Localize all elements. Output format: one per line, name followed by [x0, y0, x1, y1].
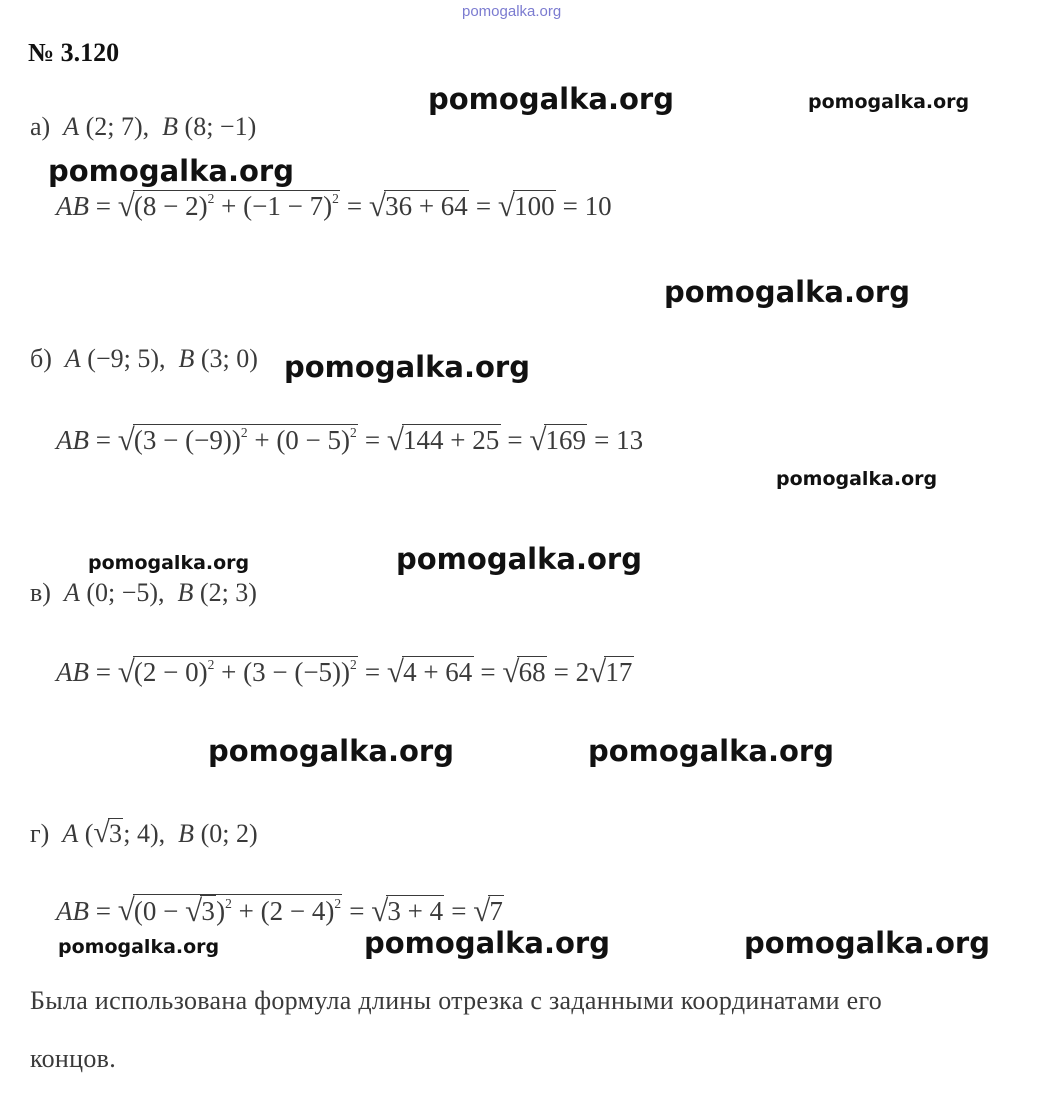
part-g-points: г) A (√ 3; 4), B (0; 2)	[30, 818, 258, 849]
watermark: pomogalka.org	[428, 82, 674, 116]
watermark: pomogalka.org	[48, 154, 294, 188]
part-a-points: а) A (2; 7), B (8; −1)	[30, 112, 257, 141]
watermark: pomogalka.org	[744, 926, 990, 960]
formula-a: AB = √ $(8 - 2)^2 + (-1 - 7)^2$ = √ 36 + 64 = √ 100 = 10	[56, 190, 612, 222]
part-v-points: в) A (0; −5), B (2; 3)	[30, 578, 257, 607]
watermark-top: pomogalka.org	[462, 3, 562, 20]
conclusion-line-2: концов.	[30, 1044, 117, 1073]
watermark: pomogalka.org	[58, 936, 220, 958]
watermark: pomogalka.org	[664, 275, 910, 309]
watermark: pomogalka.org	[776, 468, 938, 490]
conclusion-line-1: Была использована формула длины отрезка с заданными координатами его	[30, 986, 883, 1015]
watermark: pomogalka.org	[284, 350, 530, 384]
watermark: pomogalka.org	[208, 734, 454, 768]
problem-number: № 3.120	[28, 38, 120, 67]
watermark: pomogalka.org	[808, 91, 970, 113]
watermark: pomogalka.org	[588, 734, 834, 768]
formula-v: AB = √ $(2 - 0)^2 + (3 - (-5))^2$ = √ 4 + 64 = √ 68 = 2√ 17	[56, 656, 634, 688]
formula-b: AB = √ $(3 - (-9))^2 + (0 - 5)^2$ = √ 144 + 25 = √ 169 = 13	[56, 424, 643, 456]
formula-g: AB = √ (0 − √ $3)^2 + (2 - 4)^2$ = √ 3 + 4 = √ 7	[56, 894, 504, 927]
watermark: pomogalka.org	[364, 926, 610, 960]
part-b-points: б) A (−9; 5), B (3; 0)	[30, 344, 258, 373]
watermark: pomogalka.org	[88, 552, 250, 574]
watermark: pomogalka.org	[396, 542, 642, 576]
